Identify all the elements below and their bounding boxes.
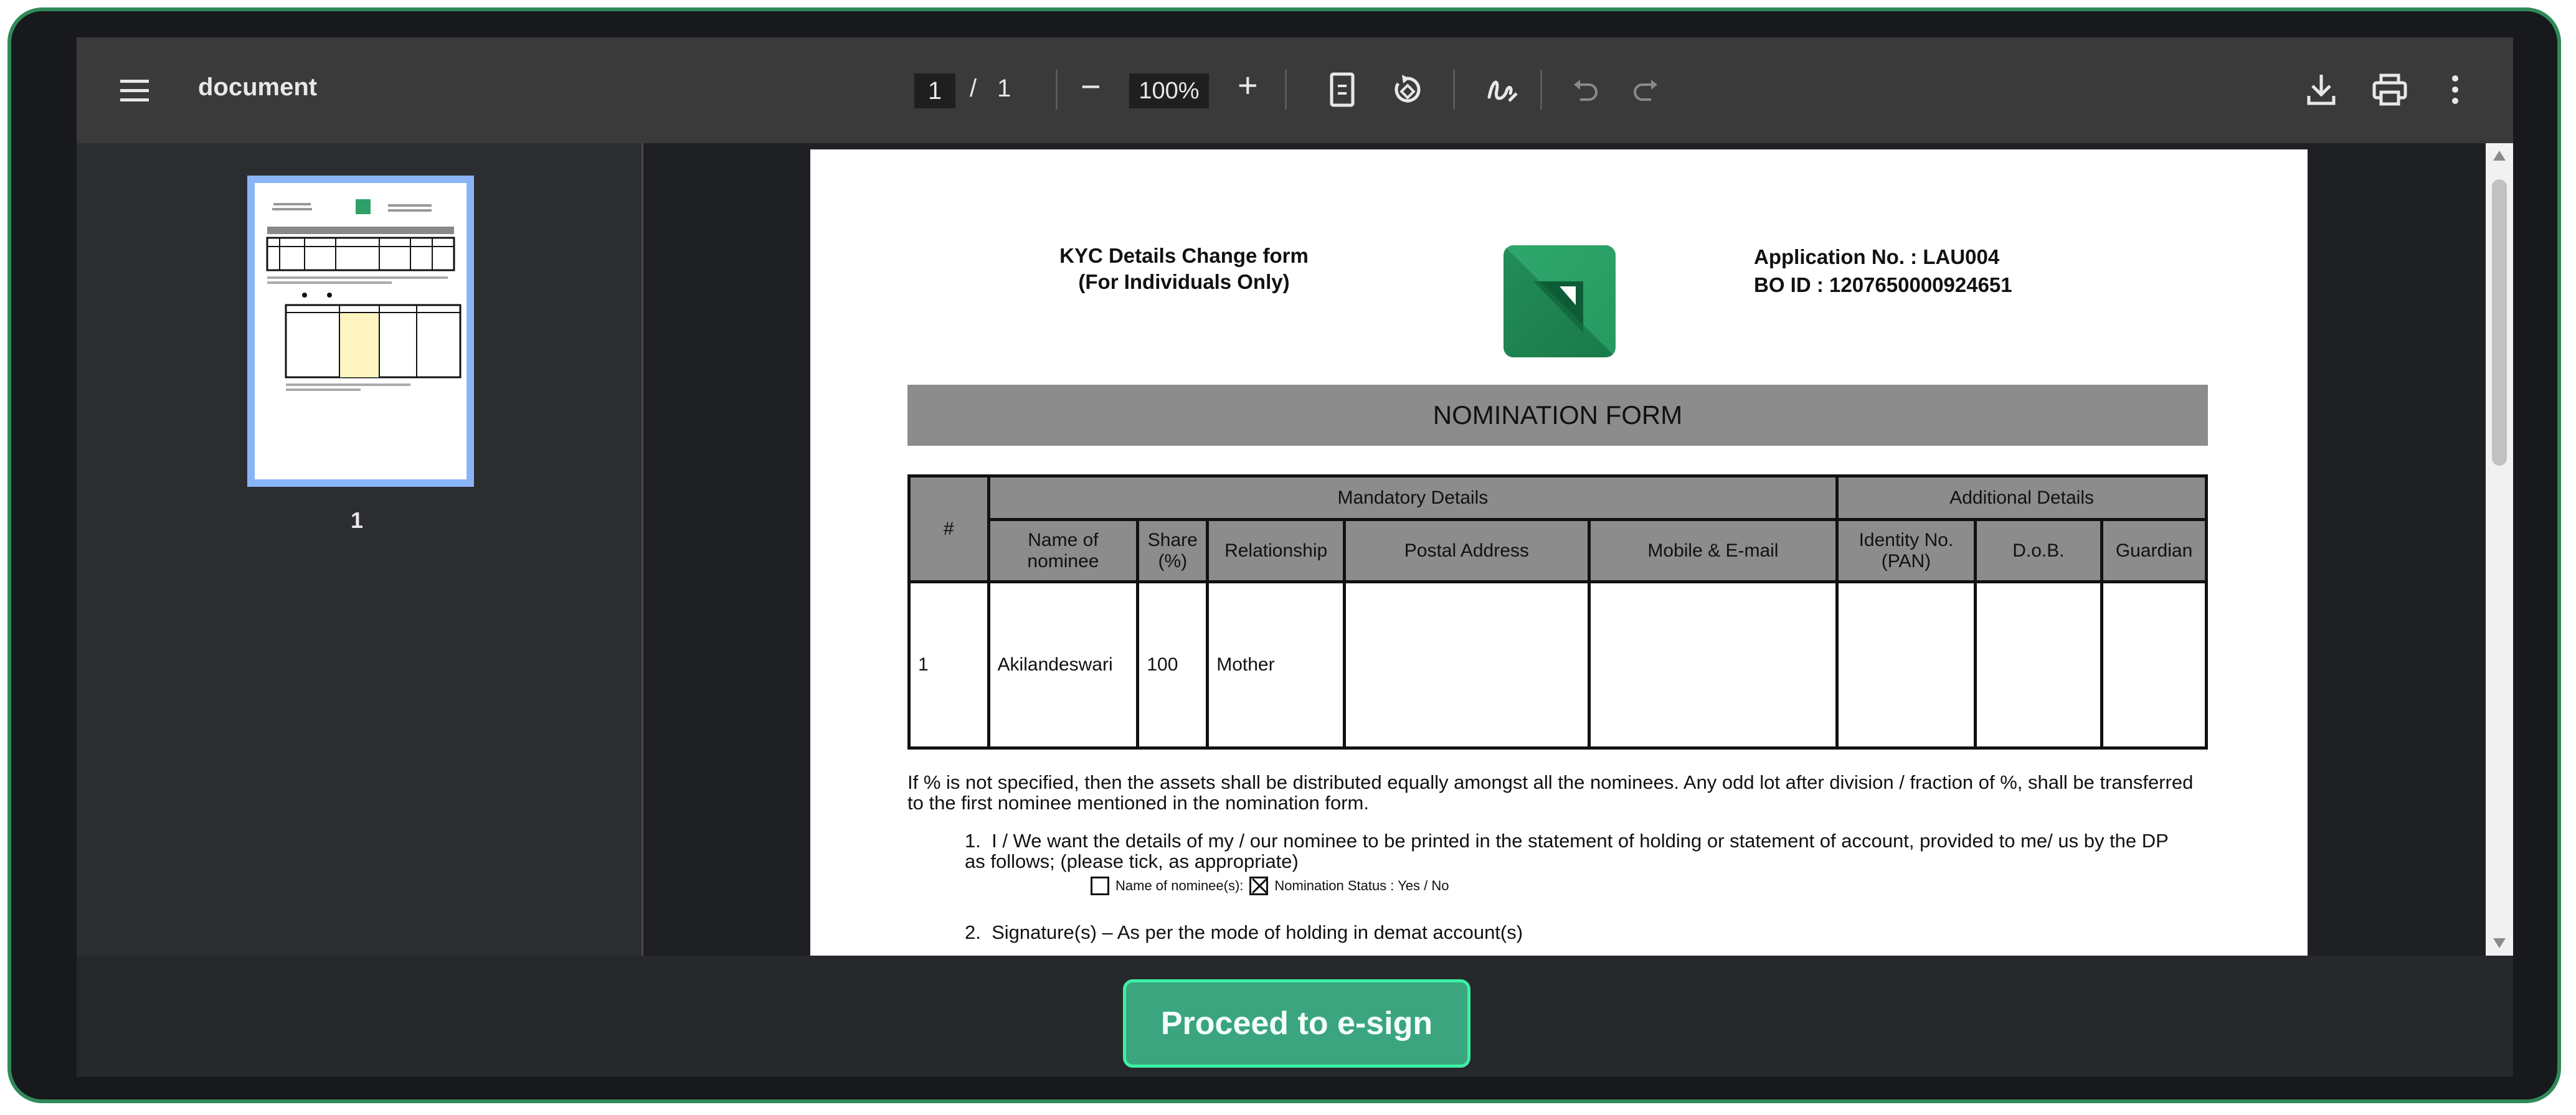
scroll-up-arrow-icon[interactable] [2493, 151, 2506, 161]
annotate-icon[interactable] [1485, 72, 1520, 107]
cell-dob [1975, 582, 2101, 748]
proceed-to-esign-button[interactable]: Proceed to e-sign [1123, 979, 1470, 1068]
download-icon[interactable] [2306, 72, 2336, 106]
instruction-item-2 [965, 921, 1523, 944]
item-text: Signature(s) – As per the mode of holding in demat account(s) [992, 921, 1523, 943]
form-title-line2: (For Individuals Only) [1078, 270, 1290, 293]
column-header-postal-address: Postal Address [1345, 520, 1589, 582]
name-of-nominee-checkbox[interactable] [1091, 877, 1109, 895]
column-header-dob: D.o.B. [1975, 520, 2101, 582]
group-header-additional: Additional Details [1837, 476, 2207, 520]
vertical-scrollbar[interactable] [2486, 143, 2513, 956]
column-header-share: Share (%) [1138, 520, 1208, 582]
cell-identity-no [1837, 582, 1975, 748]
cell-nominee-name: Akilandeswari [988, 582, 1138, 748]
column-header-relationship: Relationship [1208, 520, 1345, 582]
page-thumbnail[interactable] [247, 176, 474, 487]
pdf-page [810, 149, 2308, 956]
application-number: Application No. : LAU004 [1754, 245, 2000, 268]
thumbnail-sidebar [77, 143, 643, 956]
form-title [1025, 243, 1343, 295]
thumbnail-page-preview [255, 183, 466, 479]
column-header-guardian: Guardian [2102, 520, 2207, 582]
toolbar-divider [1453, 70, 1455, 110]
document-viewport[interactable] [643, 143, 2513, 956]
application-details [1754, 243, 2012, 299]
column-header-name: Name of nominee [988, 520, 1138, 582]
more-options-icon[interactable] [2451, 75, 2460, 105]
toolbar-divider [1540, 70, 1542, 110]
print-icon[interactable] [2372, 73, 2407, 106]
cell-guardian [2102, 582, 2207, 748]
toolbar-divider [1285, 70, 1287, 110]
cell-share: 100 [1138, 582, 1208, 748]
menu-icon[interactable] [120, 80, 149, 102]
tick-options [1091, 877, 1449, 895]
toolbar-divider [1056, 70, 1058, 110]
thumbnail-page-number: 1 [351, 507, 364, 533]
item-number: 2. [965, 921, 981, 943]
distribution-note: If % is not specified, then the assets shall be distributed equally amongst all the nominees. Any odd lot after division / fraction of %, shall be transferred to the first nominee mentioned in the nomination form. [907, 771, 2194, 814]
page-separator: / [970, 75, 977, 102]
pdf-toolbar [77, 37, 2513, 143]
form-title-line1: KYC Details Change form [1059, 244, 1309, 267]
page-total: 1 [997, 75, 1011, 102]
bo-id: BO ID : 1207650000924651 [1754, 273, 2012, 296]
zoom-in-button[interactable]: + [1238, 65, 1258, 105]
column-header-number: # [909, 476, 989, 582]
column-header-identity-no: Identity No. (PAN) [1837, 520, 1975, 582]
document-title: document [198, 73, 318, 101]
undo-icon[interactable] [1571, 76, 1600, 105]
cell-number: 1 [909, 582, 989, 748]
zoom-level-input[interactable]: 100% [1129, 73, 1209, 108]
cell-mobile-email [1589, 582, 1837, 748]
item-number: 1. [965, 830, 981, 852]
rotate-icon[interactable] [1390, 72, 1424, 107]
group-header-mandatory: Mandatory Details [988, 476, 1837, 520]
column-header-mobile-email: Mobile & E-mail [1589, 520, 1837, 582]
fit-page-icon[interactable] [1330, 72, 1355, 107]
redo-icon[interactable] [1631, 76, 1660, 105]
nomination-status-checkbox[interactable] [1249, 877, 1268, 895]
nomination-form-banner: NOMINATION FORM [907, 385, 2208, 446]
item-text: I / We want the details of my / our nominee to be printed in the statement of holding or statement of account, provided to me/ us by the DP as follows; (please tick, as appropriate) [965, 830, 2169, 872]
cell-postal-address [1345, 582, 1589, 748]
name-of-nominee-label: Name of nominee(s): [1115, 878, 1244, 893]
cell-relationship: Mother [1208, 582, 1345, 748]
zoom-out-button[interactable]: − [1081, 67, 1101, 106]
pdf-viewer [77, 37, 2513, 1077]
scroll-down-arrow-icon[interactable] [2493, 938, 2506, 948]
scrollbar-thumb[interactable] [2492, 179, 2507, 466]
page-number-input[interactable]: 1 [914, 73, 955, 108]
instruction-item-1 [965, 830, 2185, 872]
app-frame [7, 7, 2561, 1103]
nomination-status-label: Nomination Status : Yes / No [1274, 878, 1449, 893]
table-row [909, 582, 2207, 748]
company-logo [1503, 245, 1616, 357]
nominee-table [907, 474, 2208, 750]
